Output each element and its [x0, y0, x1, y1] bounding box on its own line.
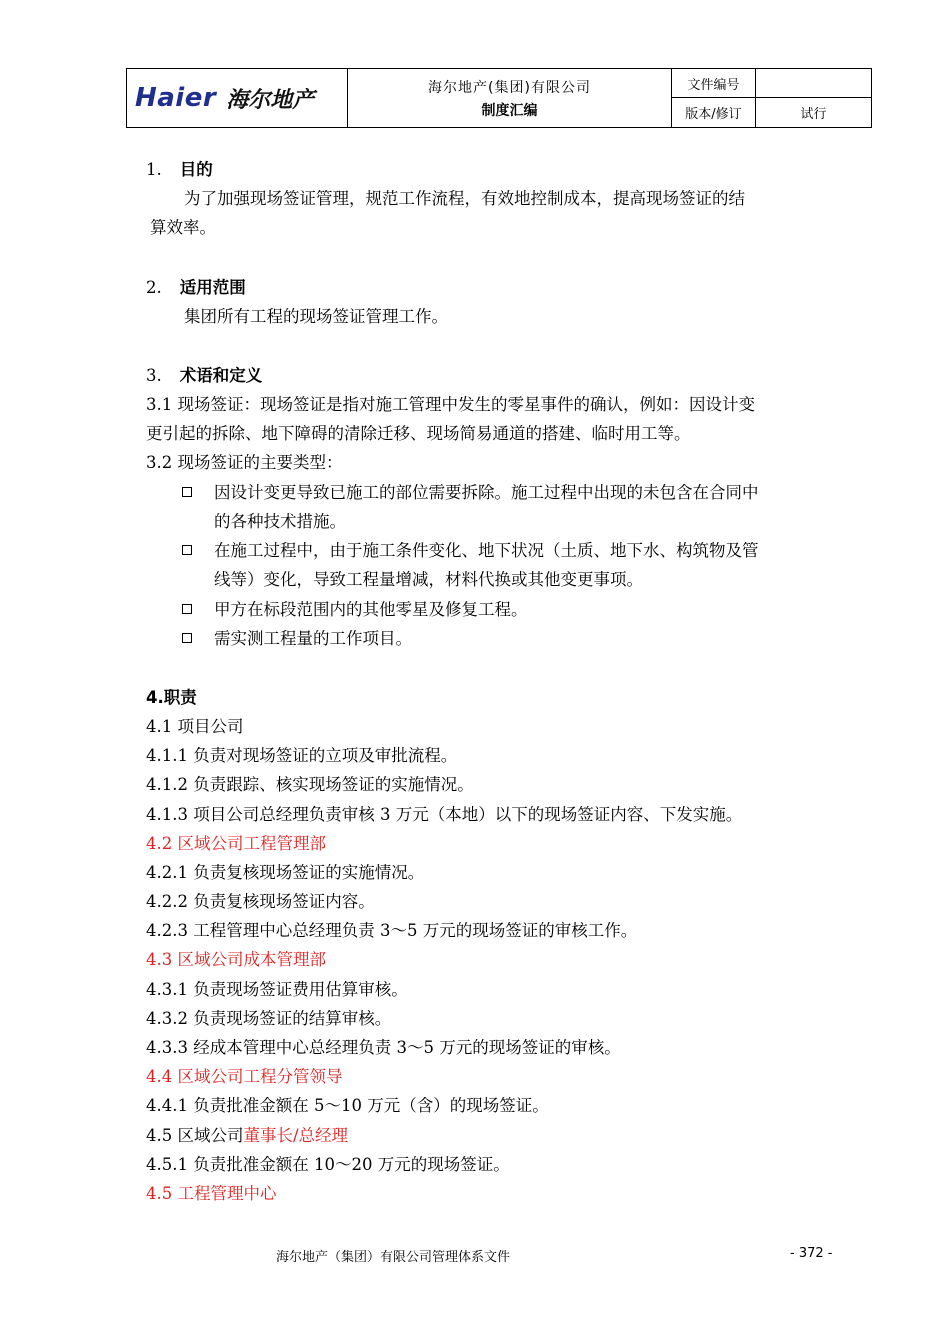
subsection-highlighted: 4.2 区域公司工程管理部 [146, 834, 326, 853]
footer-org: 海尔地产（集团）有限公司管理体系文件 [276, 1250, 511, 1265]
section-heading-3: 3. 术语和定义 [146, 366, 263, 385]
bullet-continuation: 线等）变化，导致工程量增减，材料代换或其他变更事项。 [214, 570, 643, 589]
paragraph: 3.2 现场签证的主要类型： [146, 453, 343, 472]
bullet-item: 需实测工程量的工作项目。 [182, 625, 412, 649]
list-item: 4.5.1 负责批准金额在 10～20 万元的现场签证。 [146, 1155, 510, 1174]
list-item: 4.2.3 工程管理中心总经理负责 3～5 万元的现场签证的审核工作。 [146, 921, 638, 940]
version-value: 试行 [800, 107, 827, 122]
list-item: 4.1.1 负责对现场签证的立项及审批流程。 [146, 746, 458, 765]
list-item: 4.4.1 负责批准金额在 5～10 万元（含）的现场签证。 [146, 1096, 549, 1115]
paragraph: 集团所有工程的现场签证管理工作。 [184, 307, 448, 326]
version-label: 版本/修订 [672, 98, 756, 127]
highlighted-role: 董事长/总经理 [243, 1126, 349, 1145]
subsection-highlighted: 4.3 区域公司成本管理部 [146, 950, 326, 969]
company-name: 海尔地产(集团)有限公司 [428, 79, 591, 96]
paragraph: 更引起的拆除、地下障碍的清除迁移、现场简易通道的搭建、临时用工等。 [146, 424, 691, 443]
checkbox-bullet-icon [182, 604, 192, 614]
list-item: 4.3.3 经成本管理中心总经理负责 3～5 万元的现场签证的审核。 [146, 1038, 621, 1057]
header-meta-grid [672, 69, 871, 127]
document-header-table [126, 68, 872, 128]
checkbox-bullet-icon [182, 633, 192, 643]
header-title-cell [348, 69, 672, 127]
bullet-item: 因设计变更导致已施工的部位需要拆除。施工过程中出现的未包含在合同中 [182, 479, 759, 503]
file-number-label: 文件编号 [672, 69, 756, 98]
subsection-highlighted: 4.4 区域公司工程分管领导 [146, 1067, 343, 1086]
haier-logo [127, 69, 348, 127]
logo-text-en: Haier [135, 83, 217, 113]
paragraph: 算效率。 [150, 218, 216, 237]
list-item: 4.3.1 负责现场签证费用估算审核。 [146, 980, 408, 999]
bullet-item: 在施工过程中，由于施工条件变化、地下状况（土质、地下水、构筑物及管 [182, 537, 759, 561]
bullet-continuation: 的各种技术措施。 [214, 512, 346, 531]
paragraph: 为了加强现场签证管理，规范工作流程，有效地控制成本，提高现场签证的结 [184, 189, 745, 208]
paragraph: 3.1 现场签证：现场签证是指对施工管理中发生的零星事件的确认，例如：因设计变 [146, 395, 755, 414]
list-item: 4.2.1 负责复核现场签证的实施情况。 [146, 863, 425, 882]
page-number: - 372 - [790, 1246, 833, 1261]
list-item: 4.1.2 负责跟踪、核实现场签证的实施情况。 [146, 775, 474, 794]
list-item: 4.2.2 负责复核现场签证内容。 [146, 892, 375, 911]
list-item: 4.1.3 项目公司总经理负责审核 3 万元（本地）以下的现场签证内容、下发实施。 [146, 805, 743, 824]
checkbox-bullet-icon [182, 545, 192, 555]
section-heading-4: 4.职责 [146, 688, 197, 707]
bullet-item: 甲方在标段范围内的其他零星及修复工程。 [182, 596, 528, 620]
subsection: 4.1 项目公司 [146, 717, 244, 736]
logo-text-cn: 海尔地产 [226, 87, 315, 113]
document-title: 制度汇编 [481, 102, 538, 119]
list-item: 4.3.2 负责现场签证的结算审核。 [146, 1009, 392, 1028]
section-heading-2: 2. 适用范围 [146, 278, 246, 297]
file-number-value [756, 69, 871, 98]
subsection: 4.5 区域公司董事长/总经理 [146, 1126, 349, 1145]
checkbox-bullet-icon [182, 487, 192, 497]
section-heading-1: 1. 目的 [146, 160, 213, 179]
subsection-highlighted: 4.5 工程管理中心 [146, 1184, 277, 1203]
